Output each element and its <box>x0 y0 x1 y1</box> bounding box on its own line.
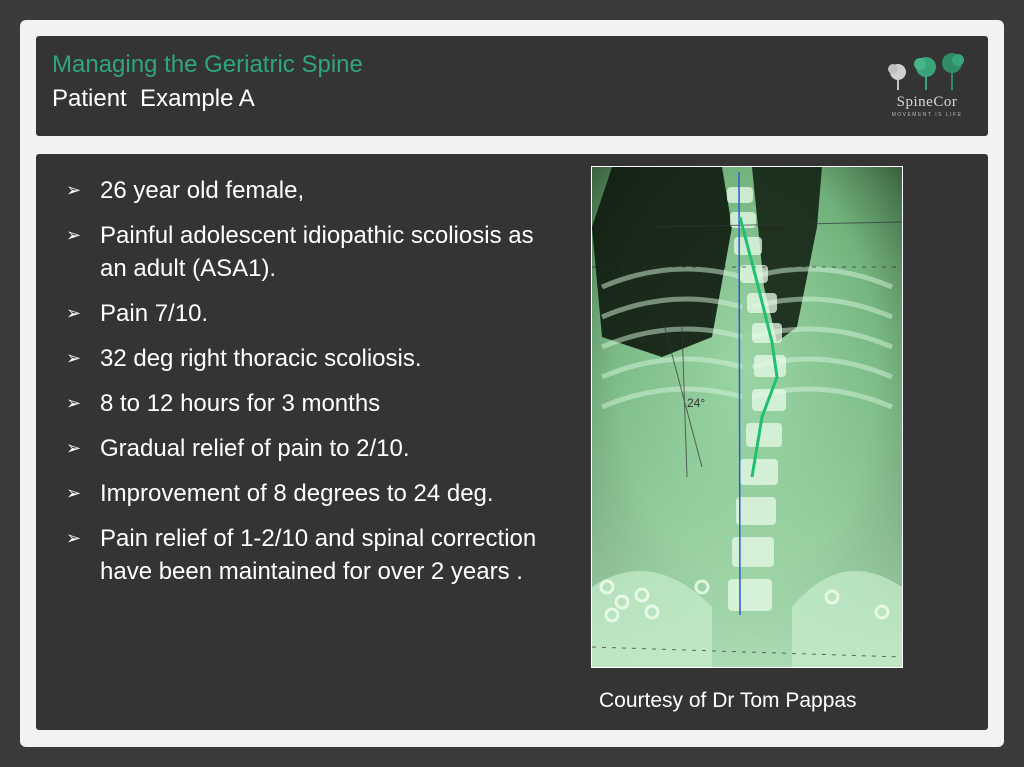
arrow-bullet-icon: ➢ <box>66 528 82 548</box>
logo-wordmark: SpineCor <box>896 94 958 110</box>
bullet-item: ➢ 32 deg right thoracic scoliosis. <box>64 342 554 375</box>
slide-title: Managing the Geriatric Spine <box>52 51 363 78</box>
content-panel <box>36 154 988 730</box>
bullet-item: ➢ Gradual relief of pain to 2/10. <box>64 432 554 465</box>
bullet-item: ➢ 26 year old female, <box>64 174 554 207</box>
spine-xray-image <box>591 166 903 668</box>
spinecor-logo <box>882 52 972 122</box>
slide-subtitle: Patient Example A <box>52 85 255 112</box>
arrow-bullet-icon: ➢ <box>66 303 82 323</box>
arrow-bullet-icon: ➢ <box>66 438 82 458</box>
bullet-item: ➢ Pain relief of 1-2/10 and spinal correction have been maintained for over 2 years . <box>64 522 554 588</box>
bullet-item: ➢ 8 to 12 hours for 3 months <box>64 387 554 420</box>
arrow-bullet-icon: ➢ <box>66 483 82 503</box>
arrow-bullet-icon: ➢ <box>66 393 82 413</box>
bullet-item: ➢ Painful adolescent idiopathic scoliosis as an adult (ASA1). <box>64 219 554 285</box>
bullet-item: ➢ Pain 7/10. <box>64 297 554 330</box>
xray-drawing <box>592 167 902 667</box>
angle-annotation: 24° <box>687 396 706 410</box>
arrow-bullet-icon: ➢ <box>66 225 82 245</box>
bullet-list <box>64 174 554 600</box>
header-panel <box>36 36 988 136</box>
arrow-bullet-icon: ➢ <box>66 180 82 200</box>
logo-tagline: MOVEMENT IS LIFE <box>891 112 963 118</box>
arrow-bullet-icon: ➢ <box>66 348 82 368</box>
bullet-item: ➢ Improvement of 8 degrees to 24 deg. <box>64 477 554 510</box>
tree-icon <box>882 52 972 96</box>
image-caption: Courtesy of Dr Tom Pappas <box>599 689 857 712</box>
